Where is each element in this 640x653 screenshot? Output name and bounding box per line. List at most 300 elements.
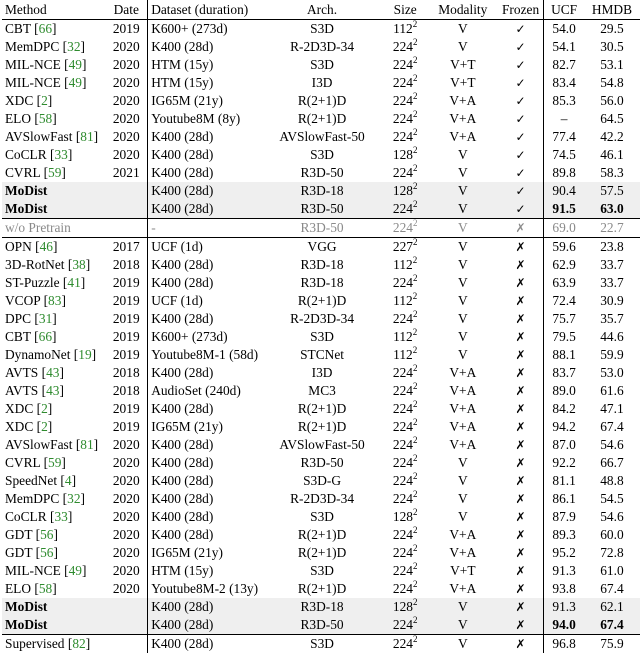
size-cell: $128^2$ [383, 146, 428, 164]
size-exponent: 2 [413, 92, 418, 101]
frozen-cell: ✗ [498, 544, 544, 562]
dataset-cell: AudioSet (240d) [148, 382, 262, 400]
hmdb-cell: 54.6 [584, 436, 640, 454]
modality-cell: V [428, 346, 498, 364]
size-exponent: 2 [413, 635, 418, 645]
method-cell: MIL-NCE [49] [2, 562, 105, 580]
arch-cell: I3D [262, 364, 383, 382]
citation-ref: 56 [40, 527, 53, 542]
size-cell: $224^2$ [383, 562, 428, 580]
citation-ref: 82 [72, 636, 85, 651]
size-cell: $224^2$ [383, 200, 428, 219]
ucf-cell: 62.9 [544, 256, 584, 274]
frozen-cell: ✗ [498, 418, 544, 436]
size-cell: $224^2$ [383, 418, 428, 436]
table-row [2, 164, 640, 182]
modality-cell: V [428, 472, 498, 490]
citation-ref: 2 [41, 419, 48, 434]
citation-ref: 43 [46, 383, 59, 398]
size-cell: $224^2$ [383, 544, 428, 562]
method-cell [2, 182, 105, 200]
header-arch: Arch. [262, 0, 383, 20]
citation-ref: 32 [67, 491, 80, 506]
hmdb-cell: 56.0 [584, 92, 640, 110]
header-ucf: UCF [544, 0, 584, 20]
citation-ref: 33 [54, 509, 67, 524]
hmdb-cell: 54.6 [584, 508, 640, 526]
date-cell: 2020 [105, 56, 147, 74]
method-name: CVRL [5, 165, 40, 180]
ucf-cell: 89.0 [544, 382, 584, 400]
ucf-cell: 54.1 [544, 38, 584, 56]
method-name: DPC [5, 311, 31, 326]
method-cell: MemDPC [32] [2, 38, 105, 56]
method-cell: CoCLR [33] [2, 146, 105, 164]
table-row [2, 418, 640, 436]
size-exponent: 2 [413, 418, 418, 427]
date-cell: 2019 [105, 274, 147, 292]
ucf-cell: 91.3 [544, 598, 584, 616]
dataset-cell: Youtube8M-2 (13y) [148, 580, 262, 598]
modality-cell: V [428, 182, 498, 200]
hmdb-cell: 35.7 [584, 310, 640, 328]
citation-ref: 59 [48, 165, 61, 180]
citation-ref: 49 [69, 57, 82, 72]
hmdb-cell: 61.0 [584, 562, 640, 580]
table-row [2, 20, 640, 39]
ucf-cell: 91.5 [544, 200, 584, 219]
date-cell: 2020 [105, 92, 147, 110]
size-cell: $224^2$ [383, 128, 428, 146]
date-cell [105, 635, 147, 653]
arch-cell: R3D-18 [262, 598, 383, 616]
method-cell: AVTS [43] [2, 364, 105, 382]
method-cell: GDT [56] [2, 526, 105, 544]
modality-cell: V+T [428, 562, 498, 580]
frozen-cell: ✗ [498, 346, 544, 364]
dataset-cell: K400 (28d) [148, 146, 262, 164]
method-name: VCOP [5, 293, 40, 308]
method-name: XDC [5, 93, 33, 108]
table-row [2, 346, 640, 364]
table-row [2, 472, 640, 490]
citation-ref: 49 [69, 563, 82, 578]
arch-cell: R-2D3D-34 [262, 38, 383, 56]
size-exponent: 2 [413, 219, 418, 229]
dataset-cell: HTM (15y) [148, 56, 262, 74]
method-cell [2, 219, 105, 238]
size-exponent: 2 [413, 544, 418, 553]
method-name: GDT [5, 527, 32, 542]
method-name: XDC [5, 401, 33, 416]
table-row [2, 400, 640, 418]
frozen-cell: ✓ [498, 92, 544, 110]
method-name: MIL-NCE [5, 57, 61, 72]
table-row [2, 490, 640, 508]
hmdb-cell: 53.0 [584, 364, 640, 382]
modality-cell: V [428, 454, 498, 472]
size-exponent: 2 [413, 200, 418, 209]
hmdb-cell: 75.9 [584, 635, 640, 653]
date-cell: 2020 [105, 490, 147, 508]
size-exponent: 2 [413, 472, 418, 481]
ucf-cell: 89.3 [544, 526, 584, 544]
arch-cell: R3D-18 [262, 256, 383, 274]
frozen-cell: ✗ [498, 382, 544, 400]
method-name: Supervised [5, 636, 65, 651]
frozen-cell: ✓ [498, 200, 544, 219]
ucf-cell: 95.2 [544, 544, 584, 562]
frozen-cell: ✗ [498, 400, 544, 418]
method-cell: DynamoNet [19] [2, 346, 105, 364]
size-cell: $224^2$ [383, 74, 428, 92]
arch-cell: R3D-50 [262, 164, 383, 182]
arch-cell: AVSlowFast-50 [262, 128, 383, 146]
method-cell: AVSlowFast [81] [2, 128, 105, 146]
modality-cell: V [428, 310, 498, 328]
table-row [2, 238, 640, 257]
citation-ref: 59 [48, 455, 61, 470]
arch-cell: R(2+1)D [262, 400, 383, 418]
date-cell: 2020 [105, 526, 147, 544]
date-cell: 2019 [105, 418, 147, 436]
modality-cell: V+A [428, 418, 498, 436]
arch-cell: R(2+1)D [262, 544, 383, 562]
date-cell: 2019 [105, 328, 147, 346]
modality-cell: V+A [428, 580, 498, 598]
hmdb-cell: 44.6 [584, 328, 640, 346]
date-cell [105, 616, 147, 635]
frozen-cell: ✓ [498, 182, 544, 200]
ucf-cell: 87.9 [544, 508, 584, 526]
hmdb-cell: 54.8 [584, 74, 640, 92]
size-exponent: 2 [413, 238, 418, 248]
size-exponent: 2 [413, 454, 418, 463]
size-exponent: 2 [413, 310, 418, 319]
frozen-cell: ✗ [498, 526, 544, 544]
table-row [2, 598, 640, 616]
citation-ref: 83 [48, 293, 61, 308]
method-name: w/o Pretrain [5, 220, 71, 235]
method-name: MoDist [5, 201, 47, 216]
table-row [2, 182, 640, 200]
arch-cell: R3D-18 [262, 182, 383, 200]
dataset-cell: K400 (28d) [148, 635, 262, 653]
date-cell: 2019 [105, 310, 147, 328]
date-cell: 2019 [105, 346, 147, 364]
table-row [2, 219, 640, 238]
modality-cell: V+A [428, 92, 498, 110]
arch-cell: S3D-G [262, 472, 383, 490]
table-row [2, 74, 640, 92]
hmdb-cell: 61.6 [584, 382, 640, 400]
arch-cell: S3D [262, 635, 383, 653]
table-row [2, 364, 640, 382]
date-cell [105, 200, 147, 219]
arch-cell: R3D-50 [262, 219, 383, 238]
frozen-cell: ✓ [498, 164, 544, 182]
date-cell: 2020 [105, 580, 147, 598]
arch-cell: R(2+1)D [262, 418, 383, 436]
modality-cell: V+A [428, 436, 498, 454]
frozen-cell: ✗ [498, 274, 544, 292]
ucf-cell: 91.3 [544, 562, 584, 580]
dataset-cell: K400 (28d) [148, 508, 262, 526]
size-exponent: 2 [413, 74, 418, 83]
method-name: MoDist [5, 183, 47, 198]
hmdb-cell: 60.0 [584, 526, 640, 544]
size-cell: $112^2$ [383, 292, 428, 310]
frozen-cell: ✗ [498, 310, 544, 328]
ucf-cell: 84.2 [544, 400, 584, 418]
citation-ref: 58 [39, 581, 52, 596]
ucf-cell: 77.4 [544, 128, 584, 146]
ucf-cell: 81.1 [544, 472, 584, 490]
method-cell: SpeedNet [4] [2, 472, 105, 490]
method-name: MemDPC [5, 491, 59, 506]
table-row [2, 200, 640, 219]
size-exponent: 2 [413, 56, 418, 65]
ucf-cell: 89.8 [544, 164, 584, 182]
size-exponent: 2 [413, 490, 418, 499]
frozen-cell: ✓ [498, 56, 544, 74]
modality-cell: V [428, 146, 498, 164]
method-cell: CBT [66] [2, 328, 105, 346]
modality-cell: V [428, 292, 498, 310]
citation-ref: 81 [80, 129, 93, 144]
frozen-cell: ✗ [498, 436, 544, 454]
citation-ref: 43 [46, 365, 59, 380]
size-exponent: 2 [413, 346, 418, 355]
method-name: MIL-NCE [5, 563, 61, 578]
date-cell: 2018 [105, 382, 147, 400]
date-cell: 2020 [105, 74, 147, 92]
citation-ref: 49 [69, 75, 82, 90]
frozen-cell: ✗ [498, 616, 544, 635]
hmdb-cell: 67.4 [584, 616, 640, 635]
dataset-cell: K400 (28d) [148, 310, 262, 328]
frozen-cell: ✓ [498, 110, 544, 128]
table-row [2, 256, 640, 274]
arch-cell: R3D-50 [262, 454, 383, 472]
size-exponent: 2 [413, 146, 418, 155]
hmdb-cell: 62.1 [584, 598, 640, 616]
size-cell: $224^2$ [383, 92, 428, 110]
size-cell: $227^2$ [383, 238, 428, 257]
header-method: Method [2, 0, 105, 20]
modality-cell: V [428, 328, 498, 346]
ucf-cell: 86.1 [544, 490, 584, 508]
size-cell: $224^2$ [383, 274, 428, 292]
frozen-cell: ✗ [498, 490, 544, 508]
arch-cell: S3D [262, 56, 383, 74]
size-exponent: 2 [413, 128, 418, 137]
hmdb-cell: 29.5 [584, 20, 640, 39]
table-row [2, 328, 640, 346]
hmdb-cell: 54.5 [584, 490, 640, 508]
method-name: CBT [5, 21, 31, 36]
size-exponent: 2 [413, 400, 418, 409]
hmdb-cell: 48.8 [584, 472, 640, 490]
method-cell: MIL-NCE [49] [2, 56, 105, 74]
hmdb-cell: 30.9 [584, 292, 640, 310]
arch-cell: S3D [262, 508, 383, 526]
method-name: GDT [5, 545, 32, 560]
modality-cell: V [428, 598, 498, 616]
size-exponent: 2 [413, 110, 418, 119]
hmdb-cell: 33.7 [584, 274, 640, 292]
citation-ref: 38 [72, 257, 85, 272]
method-cell: VCOP [83] [2, 292, 105, 310]
frozen-cell: ✗ [498, 635, 544, 653]
method-name: XDC [5, 419, 33, 434]
hmdb-cell: 33.7 [584, 256, 640, 274]
hmdb-cell: 42.2 [584, 128, 640, 146]
ucf-cell: 75.7 [544, 310, 584, 328]
ucf-cell: 88.1 [544, 346, 584, 364]
size-exponent: 2 [413, 382, 418, 391]
method-name: MoDist [5, 599, 47, 614]
dataset-cell: K400 (28d) [148, 274, 262, 292]
frozen-cell: ✗ [498, 364, 544, 382]
table-row [2, 274, 640, 292]
modality-cell: V+A [428, 128, 498, 146]
citation-ref: 2 [41, 93, 48, 108]
hmdb-cell: 23.8 [584, 238, 640, 257]
arch-cell: R(2+1)D [262, 580, 383, 598]
modality-cell: V [428, 635, 498, 653]
modality-cell: V [428, 616, 498, 635]
arch-cell: R-2D3D-34 [262, 490, 383, 508]
date-cell [105, 219, 147, 238]
method-cell: Supervised [82] [2, 635, 105, 653]
arch-cell: R(2+1)D [262, 526, 383, 544]
dataset-cell: IG65M (21y) [148, 92, 262, 110]
method-cell: DPC [31] [2, 310, 105, 328]
table-row [2, 454, 640, 472]
table-row [2, 110, 640, 128]
dataset-cell: - [148, 219, 262, 238]
arch-cell: S3D [262, 328, 383, 346]
ucf-cell: 94.2 [544, 418, 584, 436]
arch-cell: R(2+1)D [262, 110, 383, 128]
citation-ref: 32 [67, 39, 80, 54]
arch-cell: R3D-18 [262, 274, 383, 292]
ucf-cell: 87.0 [544, 436, 584, 454]
modality-cell: V+A [428, 544, 498, 562]
date-cell: 2019 [105, 400, 147, 418]
method-cell [2, 598, 105, 616]
size-cell: $224^2$ [383, 382, 428, 400]
size-exponent: 2 [413, 616, 418, 625]
ucf-cell: 90.4 [544, 182, 584, 200]
size-exponent: 2 [413, 20, 418, 30]
modality-cell: V [428, 219, 498, 238]
header-size: Size [383, 0, 428, 20]
size-cell: $224^2$ [383, 436, 428, 454]
method-name: AVTS [5, 383, 38, 398]
citation-ref: 46 [40, 239, 53, 254]
size-exponent: 2 [413, 164, 418, 173]
date-cell: 2019 [105, 292, 147, 310]
frozen-cell: ✗ [498, 454, 544, 472]
method-cell [2, 200, 105, 219]
modality-cell: V [428, 508, 498, 526]
method-cell: 3D-RotNet [38] [2, 256, 105, 274]
dataset-cell: K600+ (273d) [148, 328, 262, 346]
size-exponent: 2 [413, 508, 418, 517]
method-cell: OPN [46] [2, 238, 105, 257]
dataset-cell: UCF (1d) [148, 292, 262, 310]
size-exponent: 2 [413, 274, 418, 283]
hmdb-cell: 22.7 [584, 219, 640, 238]
dataset-cell: K400 (28d) [148, 164, 262, 182]
frozen-cell: ✗ [498, 328, 544, 346]
citation-ref: 4 [65, 473, 72, 488]
dataset-cell: K400 (28d) [148, 38, 262, 56]
date-cell: 2020 [105, 110, 147, 128]
method-cell: ST-Puzzle [41] [2, 274, 105, 292]
size-cell: $128^2$ [383, 508, 428, 526]
modality-cell: V+A [428, 400, 498, 418]
size-cell: $224^2$ [383, 164, 428, 182]
hmdb-cell: 63.0 [584, 200, 640, 219]
dataset-cell: K400 (28d) [148, 182, 262, 200]
table-row [2, 436, 640, 454]
method-cell: ELO [58] [2, 110, 105, 128]
modality-cell: V+T [428, 74, 498, 92]
date-cell [105, 598, 147, 616]
modality-cell: V [428, 20, 498, 39]
method-name: 3D-RotNet [5, 257, 65, 272]
modality-cell: V [428, 200, 498, 219]
table-row [2, 56, 640, 74]
citation-ref: 33 [54, 147, 67, 162]
method-name: CoCLR [5, 147, 47, 162]
size-cell: $112^2$ [383, 20, 428, 39]
table-row [2, 616, 640, 635]
size-cell: $224^2$ [383, 110, 428, 128]
method-name: SpeedNet [5, 473, 57, 488]
method-name: AVSlowFast [5, 129, 72, 144]
arch-cell: R-2D3D-34 [262, 310, 383, 328]
size-exponent: 2 [413, 328, 418, 337]
ucf-cell: 72.4 [544, 292, 584, 310]
dataset-cell: K400 (28d) [148, 400, 262, 418]
table-row [2, 544, 640, 562]
date-cell: 2020 [105, 508, 147, 526]
dataset-cell: K400 (28d) [148, 490, 262, 508]
arch-cell: S3D [262, 20, 383, 39]
frozen-cell: ✓ [498, 38, 544, 56]
dataset-cell: K400 (28d) [148, 454, 262, 472]
date-cell: 2021 [105, 164, 147, 182]
hmdb-cell: 72.8 [584, 544, 640, 562]
arch-cell: VGG [262, 238, 383, 257]
table-row [2, 146, 640, 164]
date-cell: 2019 [105, 20, 147, 39]
method-cell: MIL-NCE [49] [2, 74, 105, 92]
method-cell: XDC [2] [2, 400, 105, 418]
table-row [2, 382, 640, 400]
dataset-cell: K400 (28d) [148, 598, 262, 616]
modality-cell: V [428, 164, 498, 182]
hmdb-cell: 46.1 [584, 146, 640, 164]
method-cell: CoCLR [33] [2, 508, 105, 526]
ucf-cell: 85.3 [544, 92, 584, 110]
frozen-cell: ✗ [498, 219, 544, 238]
citation-ref: 41 [67, 275, 80, 290]
